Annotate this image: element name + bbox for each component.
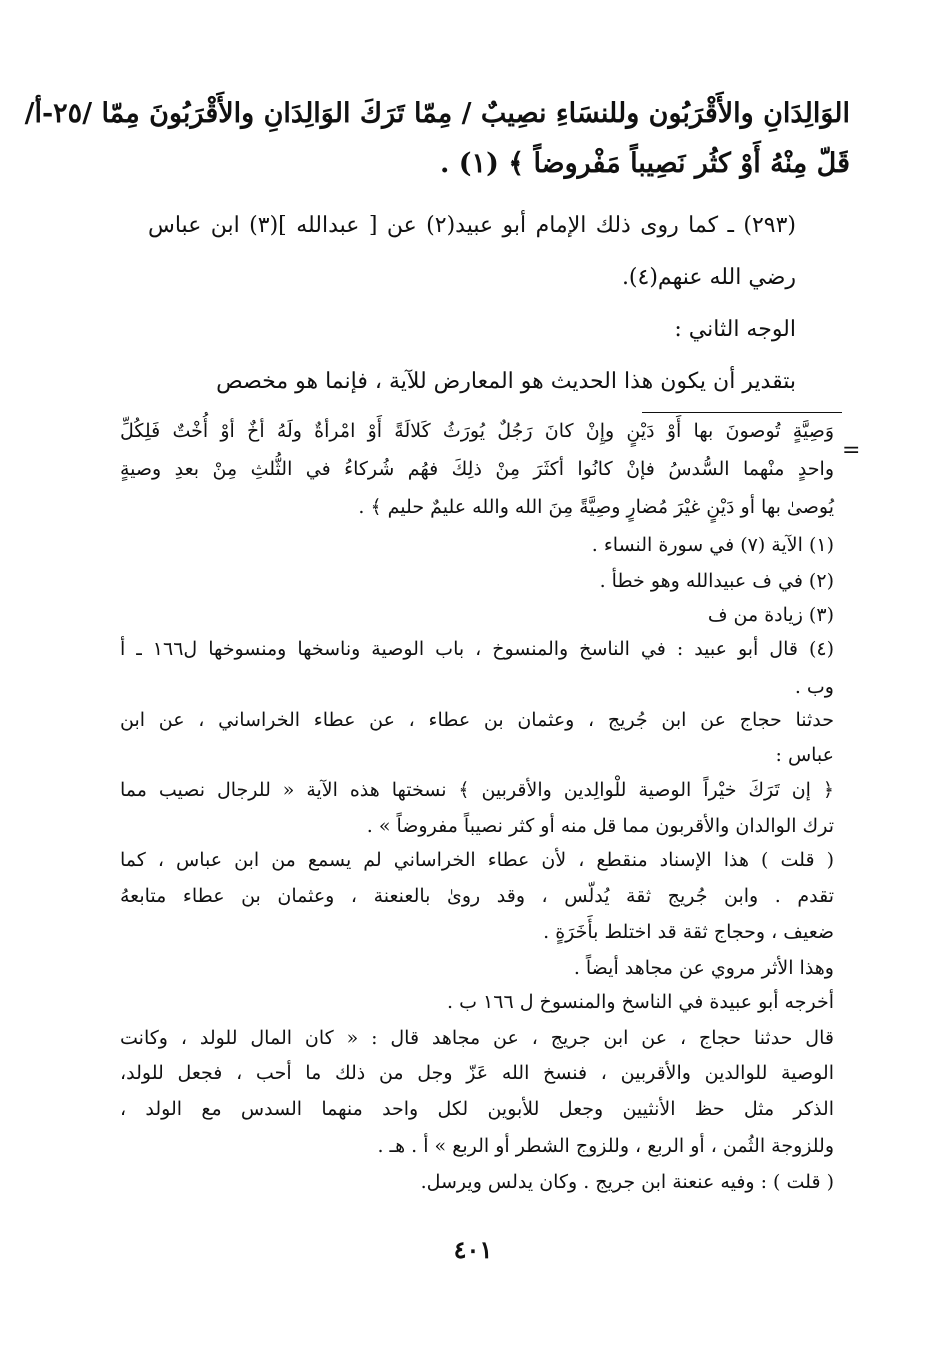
footnote-line: تقدم . وابن جُريج ثقة يُدلّس ، وقد روىٰ بالعنعنة ، وعثمان بن عطاء متابعهُ: [120, 885, 834, 907]
footnote-line: ( قلت ) : وفيه عنعنة ابن جريج . وكان يدلس ويرسل.: [420, 1171, 834, 1193]
footnote-line: قال حدثنا حجاج ، عن ابن جريج ، عن مجاهد قال : « كان المال للولد ، وكانت: [120, 1027, 834, 1049]
narration-continuation: رضي الله عنهم(٤).: [621, 265, 796, 290]
footnote-line: يُوصىٰ بها أو دَيْنٍ غيْرَ مُضارٍ وصِيَّةً مِنَ الله والله عليمٌ حليم ﴾ .: [358, 496, 834, 518]
body-paragraph-line: بتقدير أن يكون هذا الحديث هو المعارض للآية ، فإنما هو مخصص: [216, 369, 796, 394]
footnote-2: (٢) في ف عبيدالله وهو خطأ .: [599, 570, 834, 592]
footnote-line: وللزوجة الثُمن ، أو الربع ، وللزوج الشطر أو الربع » أ . هـ .: [377, 1135, 834, 1157]
footnote-line: ( قلت ) هذا الإسناد منقطع ، لأن عطاء الخراساني لم يسمع من ابن عباس ، كما: [120, 849, 834, 871]
footnote-line: الذكر مثل حظ الأنثيين وجعل للأبوين لكل واحد منهما السدس مع الولد ،: [120, 1098, 834, 1120]
footnote-line: ضعيف ، وحجاج ثقة قد اختلط بأَخَرَةٍ .: [543, 921, 834, 943]
footnote-line: الوصية للوالدين والأقربين ، فنسخ الله عَزّ وجل من ذلك ما أحب ، فجعل للولد،: [120, 1062, 834, 1084]
footnote-line: وهذا الأثر مروي عن مجاهد أيضاً .: [573, 957, 834, 979]
footnote-line: وب .: [794, 676, 834, 698]
footnote-line: ﴿ إن تَرَكَ خيْراً الوصية للْوالِدين والأقربين ﴾ نسختها هذه الآية « للرجال نصيب مما: [120, 779, 834, 801]
verse-line-1: الوَالِدَانِ والأَقْرَبُون وللنسَاءِ نصِيبٌ / مِمّا تَرَكَ الوَالِدَانِ والأَقْرَبُونَ مِمّا /٢٥-أ/: [24, 98, 850, 129]
footnote-line: عباس :: [775, 744, 834, 766]
footnote-3: (٣) زيادة من ف: [707, 604, 834, 626]
verse-line-2: قَلّ مِنْهُ أَوْ كثُر نَصِيباً مَفْروضاً ﴾ (١) .: [439, 148, 850, 179]
page-number: ٤٠١: [453, 1235, 493, 1264]
footnote-4: (٤) قال أبو عبيد : في الناسخ والمنسوخ ، باب الوصية وناسخها ومنسوخها ل١٦٦ ـ أ: [120, 638, 834, 660]
footnote-line: حدثنا حجاج عن ابن جُريج ، وعثمان بن عطاء ، عن عطاء الخراساني ، عن ابن: [120, 709, 834, 731]
footnote-line: ترك الوالدان والأقربون مما قل منه أو كثر نصيباً مفروضاً » .: [366, 815, 834, 837]
footnote-separator: [642, 412, 842, 413]
footnote-1: (١) الآية (٧) في سورة النساء .: [591, 534, 834, 556]
footnote-line: واحدٍ منْهما السُّدسُ فإنْ كانُوا أكثَرَ مِنْ ذلِكَ فهُم شُركاءُ في الثُّلثِ مِنْ بعدِ وصيةٍ: [120, 458, 834, 480]
continuation-mark: =: [842, 438, 861, 463]
footnote-line: وَصِيَّةٍ تُوصونَ بها أَوْ دَيْنٍ وإِنْ كانَ رَجُلٌ يُورَثُ كَلالَةً أَوْ امْرأةٌ ولَهُ أخٌ أوْ أُخْتٌ فَلِكُلِّ: [120, 420, 834, 442]
section-heading: الوجه الثاني :: [674, 317, 796, 342]
narration-line: (٢٩٣) ـ كما روى ذلك الإمام أبو عبيد(٢) عن [ عبدالله ](٣) ابن عباس: [148, 213, 796, 238]
footnote-line: أخرجه أبو عبيدة في الناسخ والمنسوخ ل ١٦٦ ب .: [447, 991, 834, 1013]
